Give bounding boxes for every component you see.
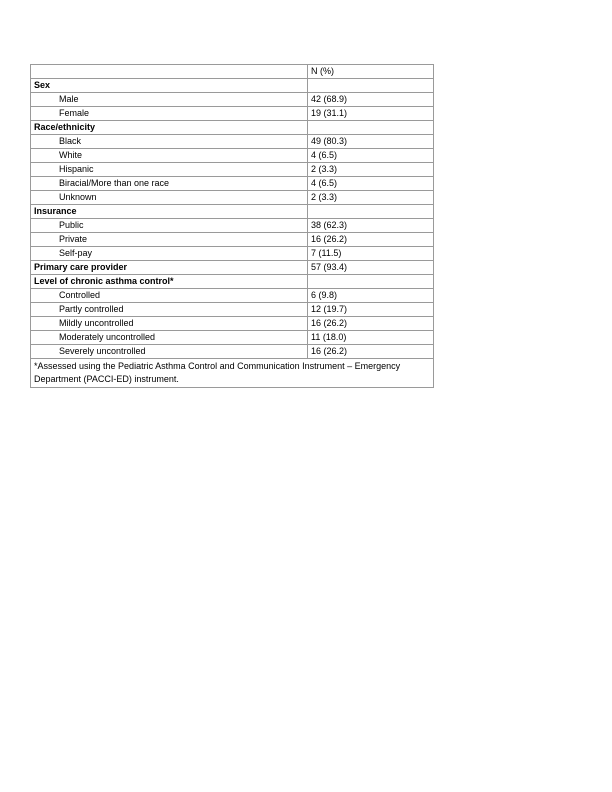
table-header-row bbox=[31, 65, 434, 79]
row-value bbox=[308, 79, 434, 93]
section-label-race-ethnicity: Race/ethnicity bbox=[31, 121, 308, 135]
row-label: Hispanic bbox=[31, 163, 308, 177]
table-row bbox=[31, 275, 434, 289]
row-label: Black bbox=[31, 135, 308, 149]
row-value: 11 (18.0) bbox=[308, 331, 434, 345]
row-label: Self-pay bbox=[31, 247, 308, 261]
row-value: 19 (31.1) bbox=[308, 107, 434, 121]
section-label-asthma-control: Level of chronic asthma control* bbox=[31, 275, 308, 289]
row-value: 38 (62.3) bbox=[308, 219, 434, 233]
table-row bbox=[31, 163, 434, 177]
row-label: Controlled bbox=[31, 289, 308, 303]
row-value: 16 (26.2) bbox=[308, 233, 434, 247]
table-row bbox=[31, 79, 434, 93]
table-row bbox=[31, 317, 434, 331]
section-label-insurance: Insurance bbox=[31, 205, 308, 219]
row-label: Private bbox=[31, 233, 308, 247]
section-label-primary-care-provider: Primary care provider bbox=[31, 261, 308, 275]
row-label: White bbox=[31, 149, 308, 163]
row-label: Mildly uncontrolled bbox=[31, 317, 308, 331]
row-label: Moderately uncontrolled bbox=[31, 331, 308, 345]
table-row bbox=[31, 345, 434, 359]
table-row bbox=[31, 331, 434, 345]
row-value: 4 (6.5) bbox=[308, 149, 434, 163]
row-label: Male bbox=[31, 93, 308, 107]
row-label: Biracial/More than one race bbox=[31, 177, 308, 191]
row-value: 16 (26.2) bbox=[308, 345, 434, 359]
table-footnote: *Assessed using the Pediatric Asthma Control and Communication Instrument – Emergency Department (PACCI-ED) instrument. bbox=[31, 359, 434, 388]
row-value: 2 (3.3) bbox=[308, 191, 434, 205]
row-value: 12 (19.7) bbox=[308, 303, 434, 317]
row-value: 57 (93.4) bbox=[308, 261, 434, 275]
row-value: 4 (6.5) bbox=[308, 177, 434, 191]
row-value: 42 (68.9) bbox=[308, 93, 434, 107]
table-row bbox=[31, 177, 434, 191]
row-label: Female bbox=[31, 107, 308, 121]
table-row bbox=[31, 93, 434, 107]
table-row bbox=[31, 121, 434, 135]
table-row bbox=[31, 289, 434, 303]
table-row bbox=[31, 107, 434, 121]
row-value: 7 (11.5) bbox=[308, 247, 434, 261]
table-row bbox=[31, 303, 434, 317]
row-value bbox=[308, 275, 434, 289]
row-value: 16 (26.2) bbox=[308, 317, 434, 331]
row-label: Severely uncontrolled bbox=[31, 345, 308, 359]
table-row bbox=[31, 191, 434, 205]
header-value-cell: N (%) bbox=[308, 65, 434, 79]
table-row bbox=[31, 205, 434, 219]
table-row bbox=[31, 135, 434, 149]
row-label: Unknown bbox=[31, 191, 308, 205]
row-value: 6 (9.8) bbox=[308, 289, 434, 303]
table-row bbox=[31, 233, 434, 247]
row-value: 2 (3.3) bbox=[308, 163, 434, 177]
section-label-sex: Sex bbox=[31, 79, 308, 93]
table-row bbox=[31, 219, 434, 233]
row-value: 49 (80.3) bbox=[308, 135, 434, 149]
row-value bbox=[308, 121, 434, 135]
row-value bbox=[308, 205, 434, 219]
table-row bbox=[31, 247, 434, 261]
row-label: Partly controlled bbox=[31, 303, 308, 317]
footnote-row bbox=[31, 359, 434, 388]
table-row bbox=[31, 149, 434, 163]
demographics-table bbox=[30, 64, 434, 388]
header-label-cell bbox=[31, 65, 308, 79]
row-label: Public bbox=[31, 219, 308, 233]
table-row bbox=[31, 261, 434, 275]
